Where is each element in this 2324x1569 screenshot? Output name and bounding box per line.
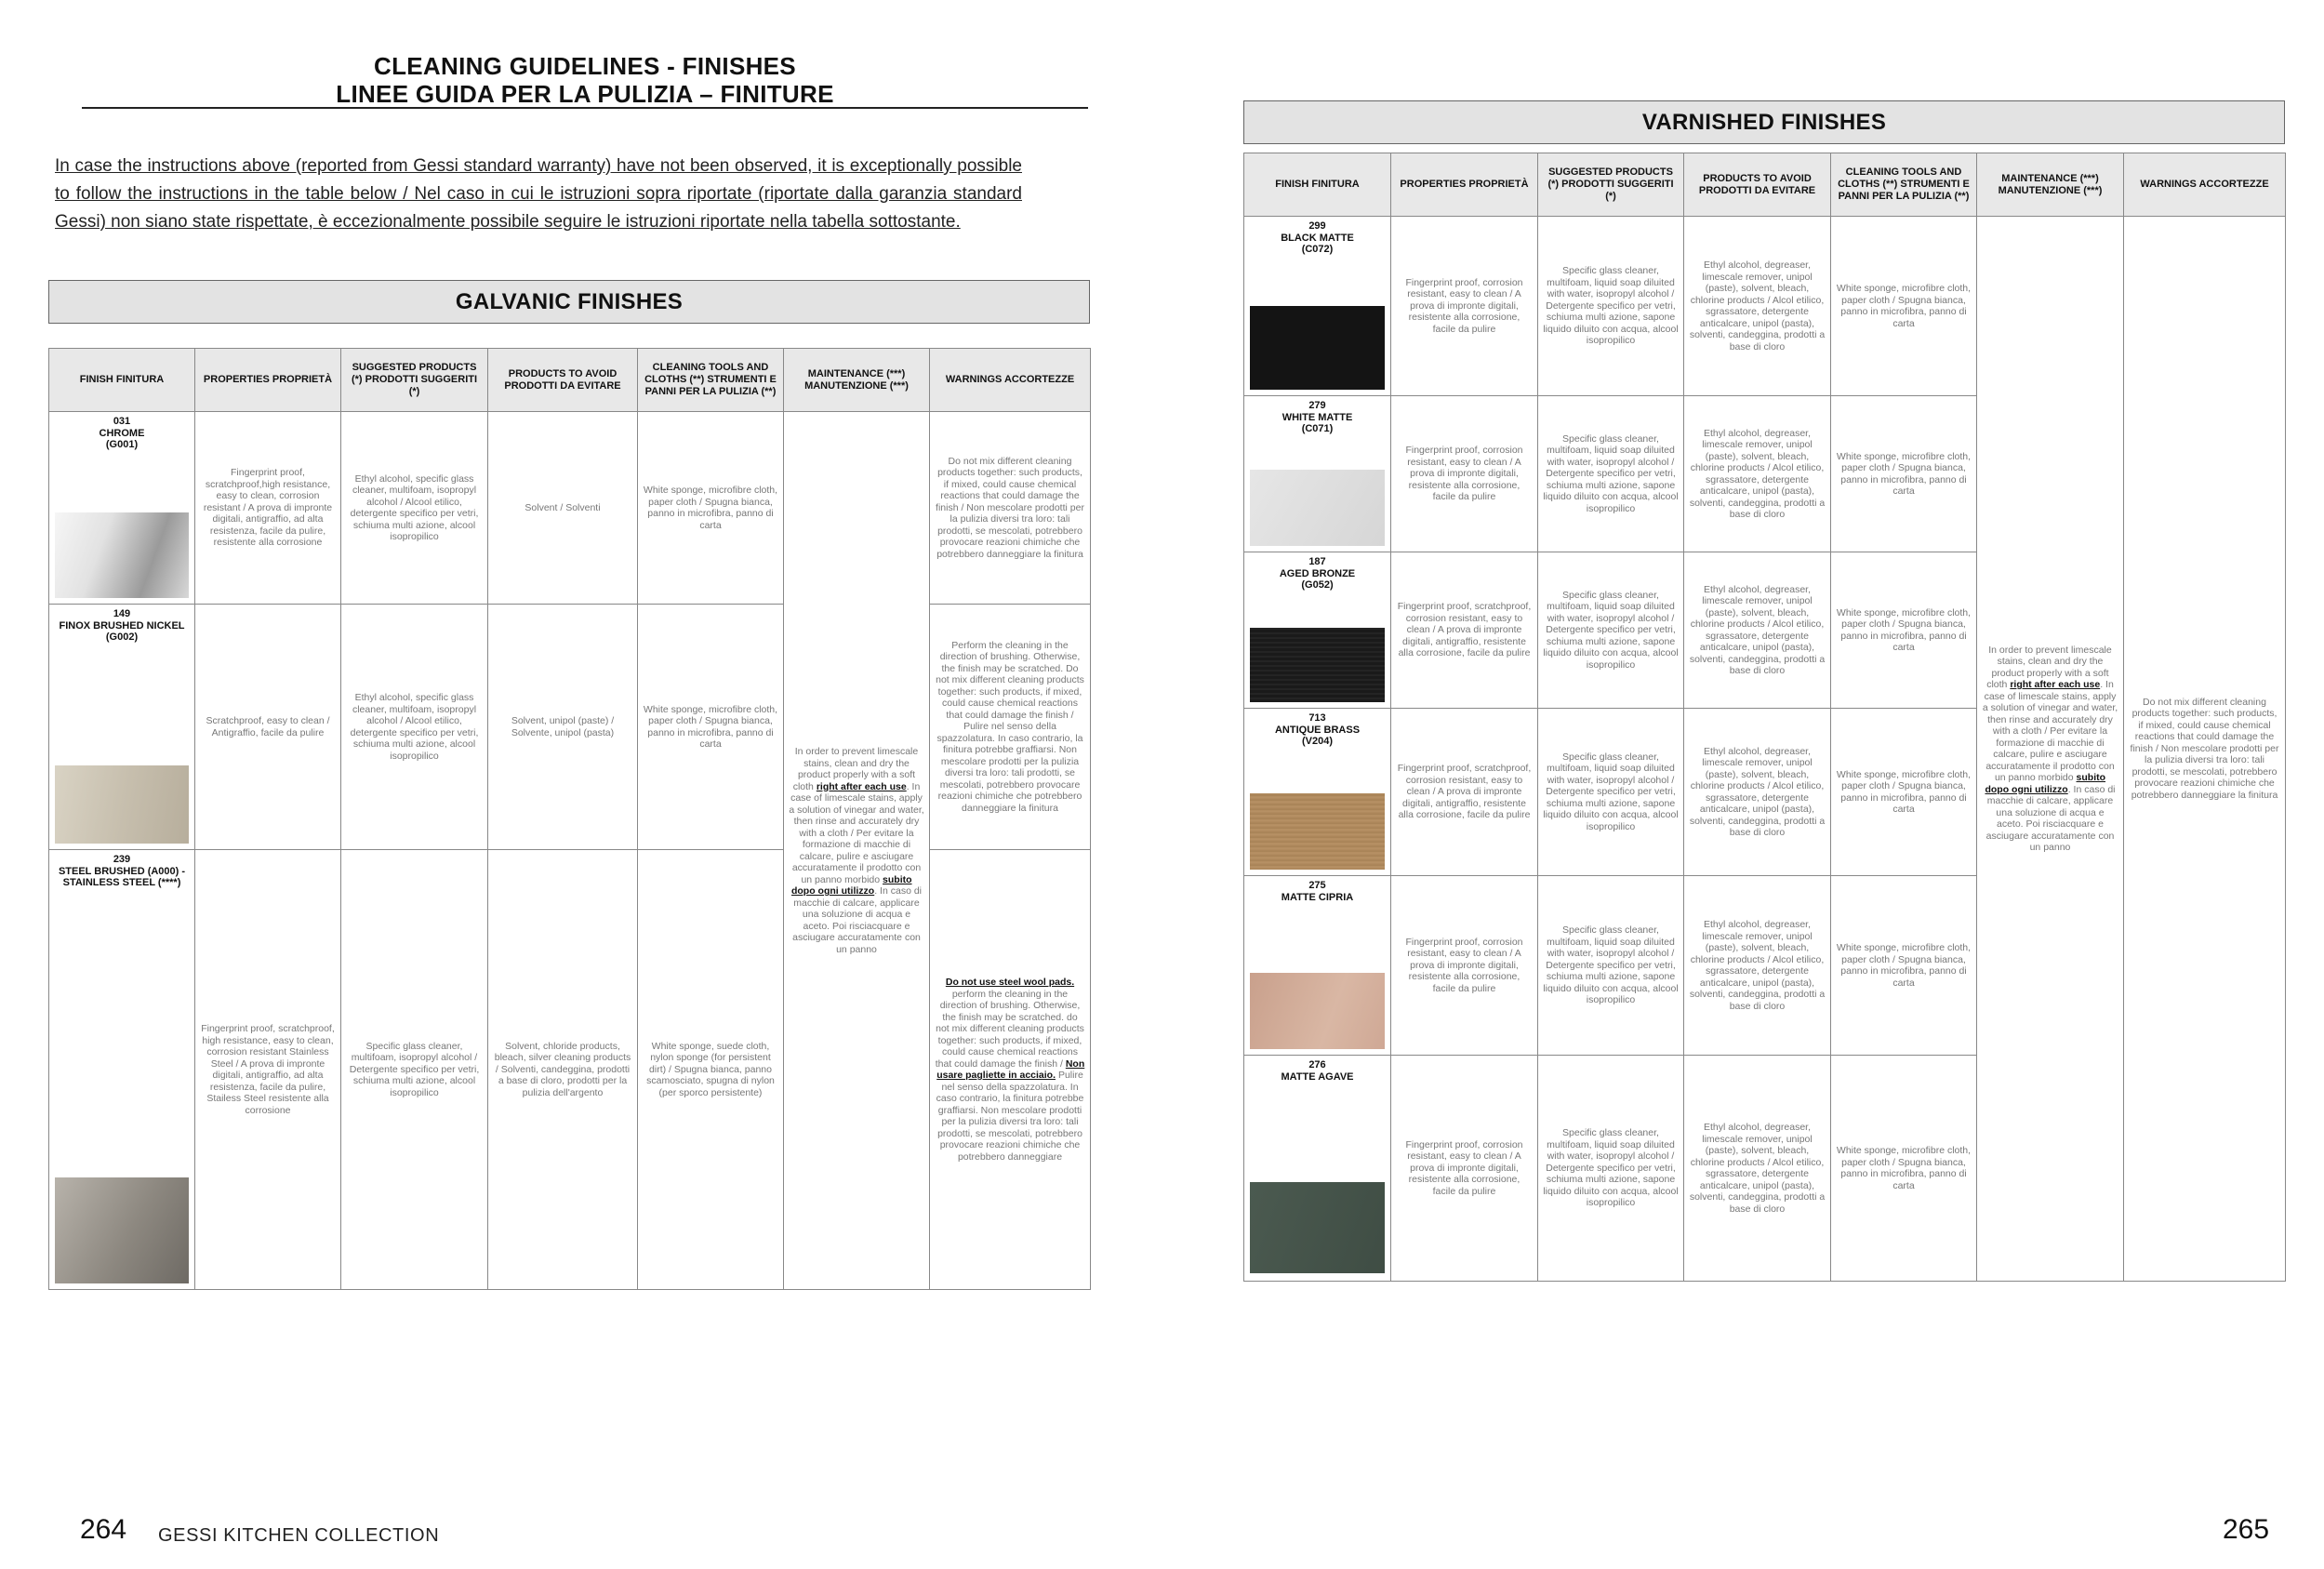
- page-number-left: 264: [80, 1514, 127, 1545]
- finish-ref: (C072): [1301, 244, 1334, 255]
- header-avoid: PRODUCTS TO AVOID PRODOTTI DA EVITARE: [1684, 153, 1831, 217]
- title-line-2: LINEE GUIDA PER LA PULIZIA – FINITURE: [336, 80, 834, 108]
- finish-code: 031: [113, 416, 131, 427]
- properties-cell: Fingerprint proof, scratchproof, corrosion resistant, easy to clean / A prova di impronte digitali, antigraffio, resistente alla corrosione, facile da pulire: [1391, 709, 1538, 876]
- avoid-cell: Ethyl alcohol, degreaser, limescale remover, unipol (paste), solvent, bleach, chlorine products / Alcol etilico, sgrassatore, detergente anticalcare, unipol (pasta), solventi, candeggina, prodotti a base di cloro: [1684, 396, 1831, 552]
- finish-swatch-black-matte: [1250, 306, 1385, 390]
- tools-cell: White sponge, microfibre cloth, paper cloth / Spugna bianca, panno in microfibra, panno di carta: [1831, 552, 1977, 709]
- maintenance-text-c: . In case of limescale stains, apply a solution of vinegar and water, then rinse and accurately dry with a cloth / Per evitare la formazione di macchie di calcare, pulire e asciugare accuratamente il prodotto con un panno morbido: [1982, 679, 2118, 783]
- suggested-cell: Specific glass cleaner, multifoam, liquid soap diluited with water, isopropyl alcohol / Detergente specifico per vetri, schiuma multi azione, sapone liquido diluito con acqua, alcool isopropilico: [1538, 552, 1684, 709]
- avoid-cell: Ethyl alcohol, degreaser, limescale remover, unipol (paste), solvent, bleach, chlorine products / Alcol etilico, sgrassatore, detergente anticalcare, unipol (pasta), solventi, candeggina, prodotti a base di cloro: [1684, 709, 1831, 876]
- finish-swatch-finox: [55, 765, 189, 844]
- properties-cell: Scratchproof, easy to clean / Antigraffio, facile da pulire: [195, 605, 341, 850]
- header-suggested: SUGGESTED PRODUCTS (*) PRODOTTI SUGGERITI (*): [1538, 153, 1684, 217]
- header-avoid: PRODUCTS TO AVOID PRODOTTI DA EVITARE: [488, 349, 638, 412]
- finish-code: 276: [1308, 1059, 1326, 1070]
- properties-cell: Fingerprint proof, corrosion resistant, easy to clean / A prova di impronte digitali, resistente alla corrosione, facile da pulire: [1391, 1056, 1538, 1282]
- intro-paragraph: In case the instructions above (reported from Gessi standard warranty) have not been observed, it is exceptionally possible to follow the instructions in the table below / Nel caso in cui le istruzioni sopra riportate (riportate dalla garanzia standard Gessi) non siano state rispettate, è eccezionalmente possibile seguire le istruzioni riportate nella tabella sottostante.: [55, 156, 1022, 232]
- avoid-cell: Solvent, unipol (paste) / Solvente, unipol (pasta): [488, 605, 638, 850]
- maintenance-text-a: In order to prevent limescale stains, clean and dry the product properly with a soft cloth: [792, 746, 919, 792]
- finish-cell: [49, 412, 195, 605]
- maintenance-emphasis-it: subito dopo ogni utilizzo: [1985, 772, 2106, 795]
- properties-cell: Fingerprint proof, scratchproof, high resistance, easy to clean, corrosion resistant Stainless Steel / A prova di impronte digitali, antigraffio, ad alta resistenza, facile da pulire, Stailess Steel resistente alla corrosione: [195, 850, 341, 1290]
- finish-swatch-antique-brass: [1250, 793, 1385, 870]
- finish-code: 187: [1308, 556, 1326, 567]
- header-tools: CLEANING TOOLS AND CLOTHS (**) STRUMENTI E PANNI PER LA PULIZIA (**): [638, 349, 784, 412]
- finish-ref: (V204): [1301, 736, 1334, 747]
- suggested-cell: Specific glass cleaner, multifoam, liquid soap diluited with water, isopropyl alcohol / Detergente specifico per vetri, schiuma multi azione, sapone liquido diluito con acqua, alcool isopropilico: [1538, 396, 1684, 552]
- finish-swatch-matte-agave: [1250, 1182, 1385, 1273]
- tools-cell: White sponge, microfibre cloth, paper cloth / Spugna bianca, panno in microfibra, panno di carta: [1831, 1056, 1977, 1282]
- finish-ref: (G052): [1301, 579, 1334, 591]
- suggested-cell: Specific glass cleaner, multifoam, liquid soap diluited with water, isopropyl alcohol / Detergente specifico per vetri, schiuma multi azione, sapone liquido diluito con acqua, alcool isopropilico: [1538, 876, 1684, 1056]
- finish-cell: [49, 850, 195, 1290]
- tools-cell: White sponge, microfibre cloth, paper cloth / Spugna bianca, panno in microfibra, panno di carta: [1831, 217, 1977, 396]
- finish-swatch-chrome: [55, 512, 189, 598]
- finish-ref: (C071): [1301, 423, 1334, 434]
- finish-swatch-aged-bronze: [1250, 628, 1385, 702]
- finish-code: 299: [1308, 220, 1326, 232]
- avoid-cell: Ethyl alcohol, degreaser, limescale remover, unipol (paste), solvent, bleach, chlorine products / Alcol etilico, sgrassatore, detergente anticalcare, unipol (pasta), solventi, candeggina, prodotti a base di cloro: [1684, 876, 1831, 1056]
- finish-swatch-matte-cipria: [1250, 973, 1385, 1049]
- warnings-cell: [930, 850, 1091, 1290]
- maintenance-emphasis-en: right after each use: [816, 780, 907, 792]
- finish-cell: [1244, 876, 1391, 1056]
- suggested-cell: Specific glass cleaner, multifoam, liquid soap diluited with water, isopropyl alcohol / Detergente specifico per vetri, schiuma multi azione, sapone liquido diluito con acqua, alcool isopropilico: [1538, 217, 1684, 396]
- collection-name: GESSI KITCHEN COLLECTION: [158, 1525, 440, 1546]
- warnings-cell: Perform the cleaning in the direction of brushing. Otherwise, the finish may be scratched. Do not mix different cleaning products together: such products, if mixed, could cause chemical reactions that could damage the finish / Pulire nel senso della spazzolatura. In caso contrario, la finitura potrebbe graffiarsi. Non mescolare prodotti per la pulizia diversi tra loro: tali prodotti, se mescolati, potrebbero provocare reazioni chimiche che potrebbero danneggiare la finitura: [930, 605, 1091, 850]
- avoid-cell: Ethyl alcohol, degreaser, limescale remover, unipol (paste), solvent, bleach, chlorine products / Alcol etilico, sgrassatore, detergente anticalcare, unipol (pasta), solventi, candeggina, prodotti a base di cloro: [1684, 1056, 1831, 1282]
- header-tools: CLEANING TOOLS AND CLOTHS (**) STRUMENTI E PANNI PER LA PULIZIA (**): [1831, 153, 1977, 217]
- finish-code: 279: [1308, 400, 1326, 411]
- properties-cell: Fingerprint proof, corrosion resistant, easy to clean / A prova di impronte digitali, resistente alla corrosione, facile da pulire: [1391, 876, 1538, 1056]
- header-finish: FINISH FINITURA: [49, 349, 195, 412]
- avoid-cell: Ethyl alcohol, degreaser, limescale remover, unipol (paste), solvent, bleach, chlorine products / Alcol etilico, sgrassatore, detergente anticalcare, unipol (pasta), solventi, candeggina, prodotti a base di cloro: [1684, 217, 1831, 396]
- suggested-cell: Specific glass cleaner, multifoam, isopropyl alcohol / Detergente specifico per vetri, schiuma multi azione, alcool isopropilico: [341, 850, 488, 1290]
- suggested-cell: Specific glass cleaner, multifoam, liquid soap diluited with water, isopropyl alcohol / Detergente specifico per vetri, schiuma multi azione, sapone liquido diluito con acqua, alcool isopropilico: [1538, 709, 1684, 876]
- suggested-cell: Ethyl alcohol, specific glass cleaner, multifoam, isopropyl alcohol / Alcool etilico, detergente specifico per vetri, schiuma multi azione, alcool isopropilico: [341, 412, 488, 605]
- finish-name: FINOX BRUSHED NICKEL: [59, 619, 185, 632]
- title-line-1: CLEANING GUIDELINES - FINISHES: [374, 52, 796, 80]
- galvanic-table: [48, 348, 1091, 1290]
- finish-name: MATTE AGAVE: [1281, 1070, 1354, 1083]
- page-number-right: 265: [2223, 1514, 2270, 1545]
- table-row: [1244, 217, 2286, 396]
- finish-code: 149: [113, 608, 131, 619]
- warning-emphasis-it: Non usare pagliette in acciaio.: [936, 1057, 1085, 1081]
- page-title: [82, 52, 1088, 108]
- properties-cell: Fingerprint proof, corrosion resistant, easy to clean / A prova di impronte digitali, resistente alla corrosione, facile da pulire: [1391, 217, 1538, 396]
- finish-name: MATTE CIPRIA: [1281, 891, 1354, 903]
- avoid-cell: Ethyl alcohol, degreaser, limescale remover, unipol (paste), solvent, bleach, chlorine products / Alcol etilico, sgrassatore, detergente anticalcare, unipol (pasta), solventi, candeggina, prodotti a base di cloro: [1684, 552, 1831, 709]
- finish-cell: [1244, 552, 1391, 709]
- properties-cell: Fingerprint proof, scratchproof,high resistance, easy to clean, corrosion resistant / A prova di impronte digitali, antigraffio, ad alta resistenza, facile da pulire, resistente alla corrosione: [195, 412, 341, 605]
- finish-cell: [1244, 217, 1391, 396]
- suggested-cell: Specific glass cleaner, multifoam, liquid soap diluited with water, isopropyl alcohol / Detergente specifico per vetri, schiuma multi azione, sapone liquido diluito con acqua, alcool isopropilico: [1538, 1056, 1684, 1282]
- table-header-row: [49, 349, 1091, 412]
- title-divider: [82, 107, 1088, 109]
- header-finish: FINISH FINITURA: [1244, 153, 1391, 217]
- table-row: [49, 605, 1091, 850]
- finish-code: 275: [1308, 880, 1326, 891]
- finish-name: ANTIQUE BRASS: [1274, 724, 1361, 736]
- maintenance-cell: [1977, 217, 2124, 1282]
- varnished-table: [1243, 153, 2286, 1282]
- finish-name: AGED BRONZE: [1279, 567, 1356, 579]
- warnings-cell: Do not mix different cleaning products together: such products, if mixed, could cause chemical reactions that could damage the finish / Non mescolare prodotti per la pulizia diversi tra loro: tali prodotti, se mescolati, potrebbero provocare reazioni chimiche che potrebbero danneggiare la finitura: [930, 412, 1091, 605]
- tools-cell: White sponge, microfibre cloth, paper cloth / Spugna bianca, panno in microfibra, panno di carta: [1831, 396, 1977, 552]
- tools-cell: White sponge, suede cloth, nylon sponge (for persistent dirt) / Spugna bianca, panno scamosciato, spugna di nylon (per sporco persistente): [638, 850, 784, 1290]
- maintenance-emphasis-it: subito dopo ogni utilizzo: [790, 873, 912, 897]
- header-maintenance: MAINTENANCE (***) MANUTENZIONE (***): [1977, 153, 2124, 217]
- finish-code: 239: [113, 854, 131, 865]
- finish-name: BLACK MATTE: [1281, 232, 1354, 244]
- maintenance-text-e: . In caso di macchie di calcare, applicare una soluzione di acqua e aceto. Poi risciacquare e asciugare accuratamente con un panno: [792, 885, 922, 955]
- properties-cell: Fingerprint proof, corrosion resistant, easy to clean / A prova di impronte digitali, resistente alla corrosione, facile da pulire: [1391, 396, 1538, 552]
- varnished-section-title: VARNISHED FINISHES: [1243, 100, 2285, 144]
- tools-cell: White sponge, microfibre cloth, paper cloth / Spugna bianca, panno in microfibra, panno di carta: [638, 412, 784, 605]
- warning-text-d: Pulire nel senso della spazzolatura. In caso contrario, la finitura potrebbe graffiarsi. Non mescolare prodotti per la pulizia diversi tra loro: tali prodotti, se mescolati, potrebbero provocare reazioni chimiche che potrebbero danneggiare: [936, 1070, 1084, 1163]
- table-row: [49, 850, 1091, 1290]
- maintenance-text-c: . In case of limescale stains, apply a solution of vinegar and water, then rinse and accurately dry with a cloth / Per evitare la formazione di macchie di calcare, pulire e asciugare accuratamente il prodotto con un panno morbido: [789, 780, 924, 885]
- finish-cell: [1244, 709, 1391, 876]
- finish-code: 713: [1308, 712, 1326, 724]
- avoid-cell: Solvent / Solventi: [488, 412, 638, 605]
- warnings-cell: Do not mix different cleaning products together: such products, if mixed, could cause chemical reactions that could damage the finish / Non mescolare prodotti per la pulizia diversi tra loro: tali prodotti, se mescolati, potrebbero provocare reazioni chimiche che potrebbero danneggiare la finitura: [2124, 217, 2286, 1282]
- finish-swatch-steel: [55, 1177, 189, 1283]
- warning-text-b: perform the cleaning in the direction of brushing. Otherwise, the finish may be scratched. do not mix different cleaning products together: such products, if mixed, could cause chemical reactions that could damage the finish /: [935, 988, 1084, 1070]
- tools-cell: White sponge, microfibre cloth, paper cloth / Spugna bianca, panno in microfibra, panno di carta: [1831, 876, 1977, 1056]
- header-warnings: WARNINGS ACCORTEZZE: [930, 349, 1091, 412]
- header-suggested: SUGGESTED PRODUCTS (*) PRODOTTI SUGGERITI (*): [341, 349, 488, 412]
- avoid-cell: Solvent, chloride products, bleach, silver cleaning products / Solventi, candeggina, prodotti a base di cloro, prodotti per la pulizia dell'argento: [488, 850, 638, 1290]
- tools-cell: White sponge, microfibre cloth, paper cloth / Spugna bianca, panno in microfibra, panno di carta: [638, 605, 784, 850]
- maintenance-text-e: . In caso di macchie di calcare, applicare una soluzione di acqua e aceto. Poi risciacquare e asciugare accuratamente con un panno: [1985, 783, 2116, 853]
- table-header-row: [1244, 153, 2286, 217]
- finish-name: STEEL BRUSHED (A000) - STAINLESS STEEL (****): [58, 865, 186, 888]
- warning-emphasis-en: Do not use steel wool pads.: [945, 977, 1075, 988]
- header-properties: PROPERTIES PROPRIETÀ: [195, 349, 341, 412]
- header-maintenance: MAINTENANCE (***) MANUTENZIONE (***): [784, 349, 930, 412]
- galvanic-section-title: GALVANIC FINISHES: [48, 280, 1090, 324]
- finish-name: CHROME: [99, 427, 145, 439]
- suggested-cell: Ethyl alcohol, specific glass cleaner, multifoam, isopropyl alcohol / Alcool etilico, detergente specifico per vetri, schiuma multi azione, alcool isopropilico: [341, 605, 488, 850]
- finish-cell: [49, 605, 195, 850]
- finish-ref: (G001): [105, 439, 139, 450]
- finish-cell: [1244, 1056, 1391, 1282]
- maintenance-cell: [784, 412, 930, 1290]
- table-row: [49, 412, 1091, 605]
- finish-cell: [1244, 396, 1391, 552]
- maintenance-emphasis-en: right after each use: [2010, 679, 2101, 690]
- tools-cell: White sponge, microfibre cloth, paper cloth / Spugna bianca, panno in microfibra, panno di carta: [1831, 709, 1977, 876]
- finish-ref: (G002): [105, 632, 139, 643]
- properties-cell: Fingerprint proof, scratchproof, corrosion resistant, easy to clean / A prova di impronte digitali, antigraffio, resistente alla corrosione, facile da pulire: [1391, 552, 1538, 709]
- header-properties: PROPERTIES PROPRIETÀ: [1391, 153, 1538, 217]
- finish-swatch-white-matte: [1250, 470, 1385, 546]
- maintenance-text-a: In order to prevent limescale stains, clean and dry the product properly with a soft cloth: [1986, 644, 2112, 690]
- finish-name: WHITE MATTE: [1282, 411, 1353, 423]
- header-warnings: WARNINGS ACCORTEZZE: [2124, 153, 2286, 217]
